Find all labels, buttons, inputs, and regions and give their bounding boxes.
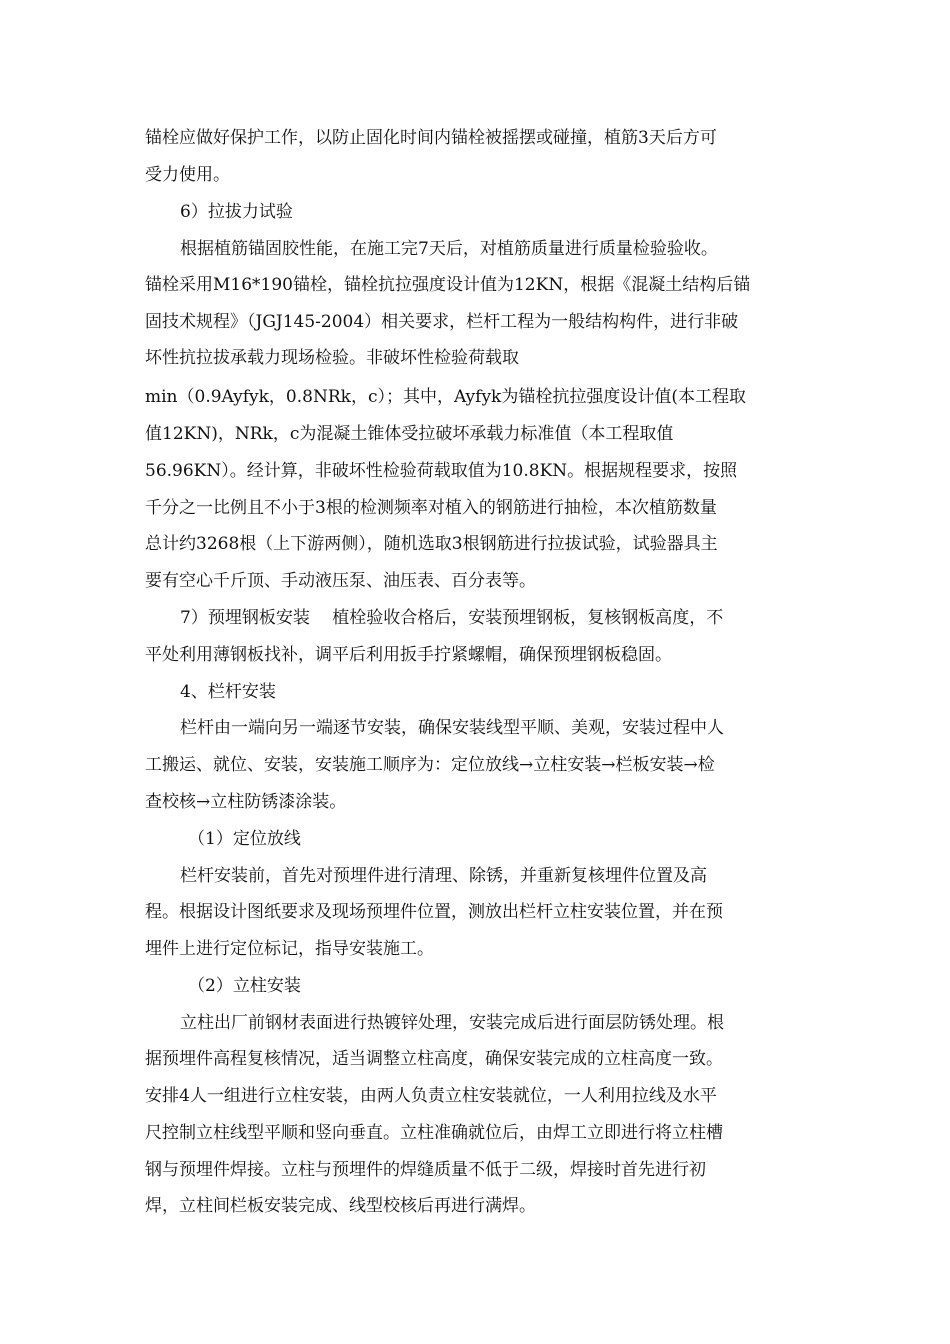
paragraph-line: 7）预埋钢板安装 植栓验收合格后，安装预埋钢板，复核钢板高度，不 bbox=[180, 608, 724, 628]
paragraph-line: 56.96KN）。经计算，非破坏性检验荷载取值为10.8KN。根据规程要求，按照 bbox=[145, 461, 738, 481]
paragraph-line: 栏杆安装前，首先对预埋件进行清理、除锈，并重新复核埋件位置及高 bbox=[180, 866, 707, 886]
section-heading: 4、栏杆安装 bbox=[180, 682, 276, 702]
paragraph-line: 栏杆由一端向另一端逐节安装，确保安装线型平顺、美观，安装过程中人 bbox=[180, 718, 724, 738]
paragraph-line: 查校核→立柱防锈漆涂装。 bbox=[145, 792, 347, 812]
subsection-heading: （2）立柱安装 bbox=[188, 976, 301, 996]
paragraph-line: 埋件上进行定位标记，指导安装施工。 bbox=[145, 939, 434, 959]
paragraph-line: 尺控制立柱线型平顺和竖向垂直。立柱准确就位后，由焊工立即进行将立柱槽 bbox=[145, 1123, 723, 1143]
paragraph-line: 受力使用。 bbox=[145, 165, 230, 185]
paragraph-line: 总计约3268根（上下游两侧），随机选取3根钢筋进行拉拔试验，试验器具主 bbox=[145, 534, 718, 554]
paragraph-line: 焊，立柱间栏板安装完成、线型校核后再进行满焊。 bbox=[145, 1196, 536, 1216]
paragraph-line: 根据植筋锚固胶性能，在施工完7天后，对植筋质量进行质量检验验收。 bbox=[180, 239, 718, 259]
paragraph-line: min（0.9Ayfyk，0.8NRk，c）；其中，Ayfyk为锚栓抗拉强度设计值(本工程取 bbox=[145, 387, 746, 407]
subsection-heading: （1）定位放线 bbox=[188, 829, 301, 849]
paragraph-line: 坏性抗拉拔承载力现场检验。非破坏性检验荷载取 bbox=[145, 348, 519, 368]
paragraph-line: 千分之一比例且不小于3根的检测频率对植入的钢筋进行抽检，本次植筋数量 bbox=[145, 498, 717, 518]
paragraph-line: 安排4人一组进行立柱安装，由两人负责立柱安装就位，一人利用拉线及水平 bbox=[145, 1086, 717, 1106]
paragraph-line: 值12KN)，NRk，c为混凝土锥体受拉破坏承载力标准值（本工程取值 bbox=[145, 424, 674, 444]
paragraph-line: 工搬运、就位、安装，安装施工顺序为：定位放线→立柱安装→栏板安装→检 bbox=[145, 755, 715, 775]
paragraph-line: 锚栓应做好保护工作，以防止固化时间内锚栓被摇摆或碰撞，植筋3天后方可 bbox=[145, 128, 717, 148]
paragraph-line: 固技术规程》（JGJ145-2004）相关要求，栏杆工程为一般结构构件，进行非破 bbox=[145, 312, 739, 332]
paragraph-line: 立柱出厂前钢材表面进行热镀锌处理，安装完成后进行面层防锈处理。根 bbox=[180, 1013, 724, 1033]
paragraph-line: 平处利用薄钢板找补，调平后利用扳手拧紧螺帽，确保预埋钢板稳固。 bbox=[145, 645, 672, 665]
paragraph-line: 钢与预埋件焊接。立柱与预埋件的焊缝质量不低于二级，焊接时首先进行初 bbox=[145, 1160, 706, 1180]
paragraph-line: 锚栓采用M16*190锚栓，锚栓抗拉强度设计值为12KN，根据《混凝土结构后锚 bbox=[145, 275, 751, 295]
section-heading: 6）拉拔力试验 bbox=[180, 202, 293, 222]
paragraph-line: 据预埋件高程复核情况，适当调整立柱高度，确保安装完成的立柱高度一致。 bbox=[145, 1049, 723, 1069]
paragraph-line: 程。根据设计图纸要求及现场预埋件位置，测放出栏杆立柱安装位置，并在预 bbox=[145, 902, 723, 922]
paragraph-line: 要有空心千斤顶、手动液压泵、油压表、百分表等。 bbox=[145, 571, 536, 591]
